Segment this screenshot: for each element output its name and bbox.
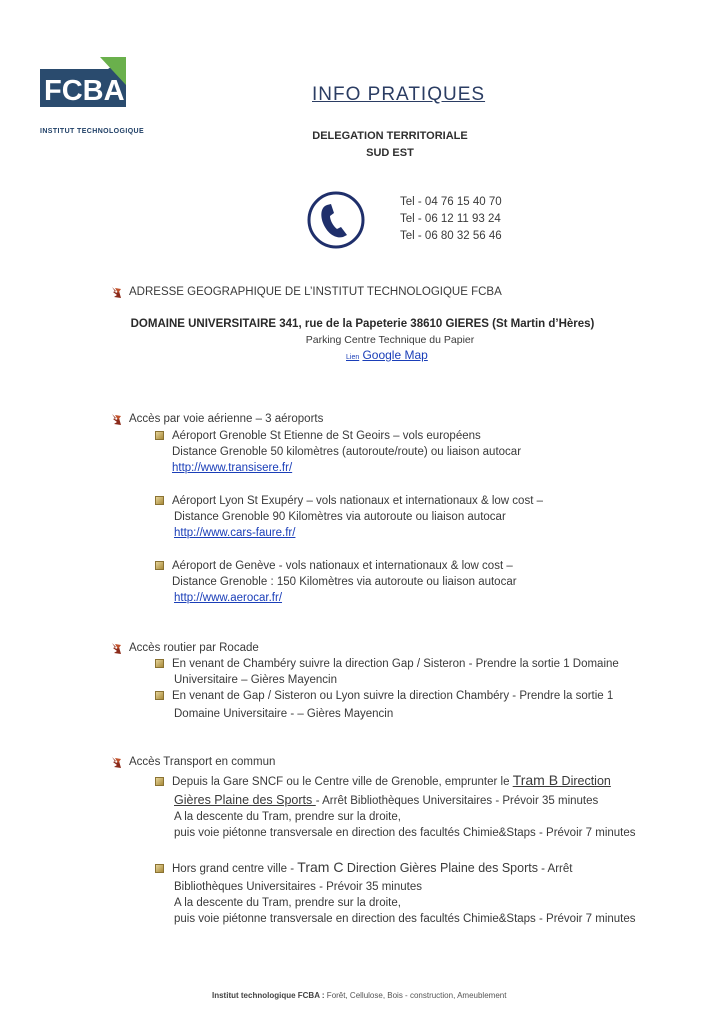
delegation-line1: DELEGATION TERRITORIALE (312, 130, 468, 142)
transport-item-1-line2 (174, 792, 598, 809)
footer-rest: Forêt, Cellulose, Bois - construction, Ameublement (324, 991, 507, 1000)
square-bullet-icon (155, 864, 164, 873)
road-item-2-line2: Domaine Universitaire - – Gières Mayencin (174, 708, 394, 720)
phone-1: Tel - 04 76 15 40 70 (400, 196, 502, 208)
logo-text: FCBA (44, 75, 125, 107)
square-bullet-icon (155, 496, 164, 505)
phone-3: Tel - 06 80 32 56 46 (400, 230, 502, 242)
google-map-link[interactable]: Google Map (362, 348, 428, 362)
page-title: INFO PRATIQUES (312, 84, 486, 105)
transport-item-2-line4: puis voie piétonne transversale en direction des facultés Chimie&Staps - Prévoir 7 minutes (174, 913, 636, 925)
tram-b: Tram B (512, 772, 559, 788)
logo-subtitle: INSTITUT TECHNOLOGIQUE (40, 128, 145, 135)
tram-c: Tram C (297, 859, 344, 875)
transport-1-pre: Depuis la Gare SNCF ou le Centre ville de Grenoble, emprunter le (172, 776, 513, 788)
leaf-bullet-icon (110, 413, 123, 426)
cars-faure-link[interactable]: http://www.cars-faure.fr/ (174, 527, 296, 539)
transport-heading: Accès Transport en commun (129, 756, 276, 768)
transport-item-1-line4: puis voie piétonne transversale en direction des facultés Chimie&Staps - Prévoir 7 minutes (174, 827, 636, 839)
road-item-1-line2: Universitaire – Gières Mayencin (174, 674, 337, 686)
transport-2-pre: Hors grand centre ville - (172, 863, 298, 875)
phone-2: Tel - 06 12 11 93 24 (400, 213, 501, 225)
square-bullet-icon (155, 431, 164, 440)
lien-link[interactable]: Lien (346, 354, 360, 361)
map-link-row (346, 347, 428, 366)
road-item-1-line1: En venant de Chambéry suivre la direction Gap / Sisteron - Prendre la sortie 1 Domaine (172, 658, 619, 670)
transport-2-stop: - Arrêt (537, 863, 573, 875)
tram-c-direction: Direction Gières Plaine des Sports (343, 861, 538, 875)
leaf-bullet-icon (110, 756, 123, 769)
air-item-2-line2: Distance Grenoble 90 Kilomètres via autoroute ou liaison autocar (174, 511, 506, 523)
transport-item-2-line2: Bibliothèques Universitaires - Prévoir 35 minutes (174, 881, 422, 893)
footer (212, 991, 506, 1000)
phone-numbers (400, 194, 502, 245)
transport-1-stop: - Arrêt Bibliothèques Universitaires - Prévoir 35 minutes (315, 795, 599, 807)
footer-bold: Institut technologique FCBA : (212, 991, 325, 1000)
transport-item-1-line3: A la descente du Tram, prendre sur la droite, (174, 811, 401, 823)
phone-icon (307, 191, 365, 249)
air-item-3-line2: Distance Grenoble : 150 Kilomètres via autoroute ou liaison autocar (172, 576, 517, 588)
leaf-bullet-icon (110, 286, 123, 299)
air-heading: Accès par voie aérienne – 3 aéroports (129, 413, 324, 425)
tram-b-destination: Gières Plaine des Sports (174, 793, 316, 807)
road-heading: Accès routier par Rocade (129, 642, 259, 654)
transport-item-1-line1 (172, 772, 611, 790)
transport-item-2-line1 (172, 859, 572, 877)
parking-line: Parking Centre Technique du Papier (305, 334, 475, 346)
road-item-2-line1: En venant de Gap / Sisteron ou Lyon suivre la direction Chambéry - Prendre la sortie 1 (172, 690, 614, 702)
square-bullet-icon (155, 659, 164, 668)
address-line: DOMAINE UNIVERSITAIRE 341, rue de la Papeterie 38610 GIERES (St Martin d’Hères) (130, 318, 595, 330)
square-bullet-icon (155, 777, 164, 786)
air-item-3-line1: Aéroport de Genève - vols nationaux et internationaux & low cost – (172, 560, 513, 572)
fcba-logo (40, 55, 130, 121)
air-item-1-line1: Aéroport Grenoble St Etienne de St Geoirs – vols européens (172, 430, 481, 442)
transisere-link[interactable]: http://www.transisere.fr/ (172, 462, 293, 474)
aerocar-link[interactable]: http://www.aerocar.fr/ (174, 592, 283, 604)
leaf-bullet-icon (110, 642, 123, 655)
transport-item-2-line3: A la descente du Tram, prendre sur la droite, (174, 897, 401, 909)
air-item-2-line1: Aéroport Lyon St Exupéry – vols nationaux et internationaux & low cost – (172, 495, 543, 507)
delegation (300, 128, 480, 162)
tram-b-direction: Direction (558, 774, 611, 788)
square-bullet-icon (155, 691, 164, 700)
delegation-line2: SUD EST (366, 147, 414, 159)
square-bullet-icon (155, 561, 164, 570)
address-heading: ADRESSE GEOGRAPHIQUE DE L’INSTITUT TECHNOLOGIQUE FCBA (129, 286, 502, 298)
air-item-1-line2: Distance Grenoble 50 kilomètres (autoroute/route) ou liaison autocar (172, 446, 522, 458)
